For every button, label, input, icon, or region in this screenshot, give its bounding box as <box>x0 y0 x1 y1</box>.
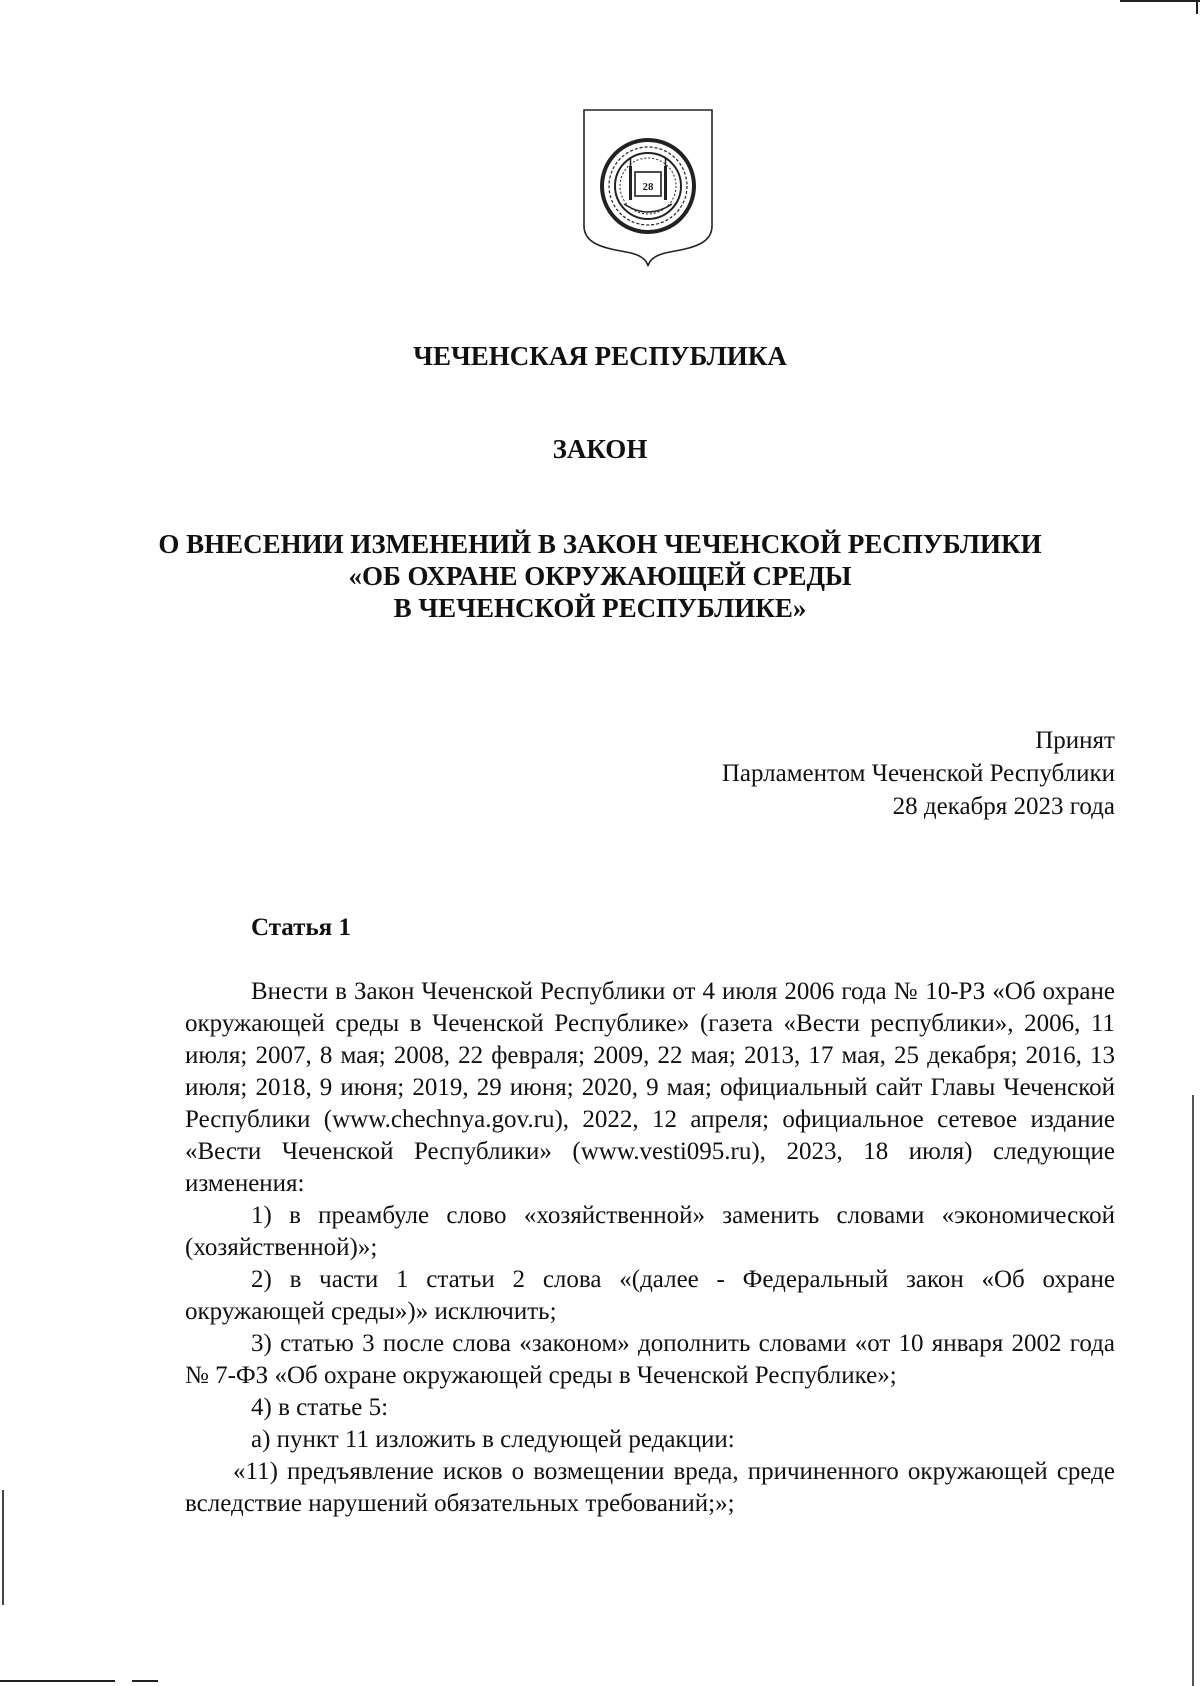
adoption-date: 28 декабря 2023 года <box>892 793 1115 820</box>
scan-edge-line <box>1120 0 1200 2</box>
law-title-line: В ЧЕЧЕНСКОЙ РЕСПУБЛИКЕ» <box>393 593 807 623</box>
article-paragraph: а) пункт 11 изложить в следующей редакции: <box>251 1426 735 1453</box>
article-title: Статья 1 <box>251 914 351 941</box>
article-paragraph: 3) статью 3 после слова «законом» дополнить словами «от 10 января 2002 года № 7-ФЗ «Об охране окружающей среды в Чеченской Республике»; <box>185 1330 1115 1389</box>
document-type: ЗАКОН <box>552 434 648 464</box>
scan-edge-line <box>132 1680 158 1682</box>
republic-heading: ЧЕЧЕНСКАЯ РЕСПУБЛИКА <box>413 341 787 371</box>
adoption-note <box>722 724 1115 823</box>
scan-edge-line <box>2 1490 4 1605</box>
article-body <box>185 976 1115 1520</box>
scan-edge-line <box>1196 0 1198 14</box>
coat-of-arms-icon <box>580 108 716 270</box>
adoption-line: Парламентом Чеченской Республики <box>721 760 1115 787</box>
law-title-line: «ОБ ОХРАНЕ ОКРУЖАЮЩЕЙ СРЕДЫ <box>348 561 852 591</box>
article-paragraph: 2) в части 1 статьи 2 слова «(далее - Федеральный закон «Об охране окружающей среды»)» исключить; <box>185 1266 1115 1325</box>
article-paragraph: 1) в преамбуле слово «хозяйственной» заменить словами «экономической (хозяйственной)»; <box>185 1202 1115 1261</box>
scan-edge-line <box>0 1680 115 1682</box>
article-paragraph: Внести в Закон Чеченской Республики от 4 июля 2006 года № 10-РЗ «Об охране окружающей среды в Чеченской Республике» (газета «Вести республики», 2006, 11 июля; 2007, 8 мая; 2008, 22 февраля; 2009, 22 мая; 2013, 17 мая, 25 декабря; 2016, 13 июля; 2018, 9 июня; 2019, 29 июня; 2020, 9 мая; официальный сайт Главы Чеченской Республики (www.chechnya.gov.ru), 2022, 12 апреля; официальное сетевое издание «Вести Чеченской Республики» (www.vesti095.ru), 2023, 18 июля) следующие изменения: <box>185 978 1115 1197</box>
scan-edge-line <box>1192 1095 1194 1686</box>
article-paragraph: «11) предъявление исков о возмещении вреда, причиненного окружающей среде вследствие нарушений обязательных требований;»; <box>185 1458 1115 1517</box>
law-title-line: О ВНЕСЕНИИ ИЗМЕНЕНИЙ В ЗАКОН ЧЕЧЕНСКОЙ РЕСПУБЛИКИ <box>158 529 1042 559</box>
article-paragraph: 4) в статье 5: <box>251 1394 389 1421</box>
emblem-number: 28 <box>642 181 654 193</box>
adoption-line: Принят <box>1035 727 1115 754</box>
